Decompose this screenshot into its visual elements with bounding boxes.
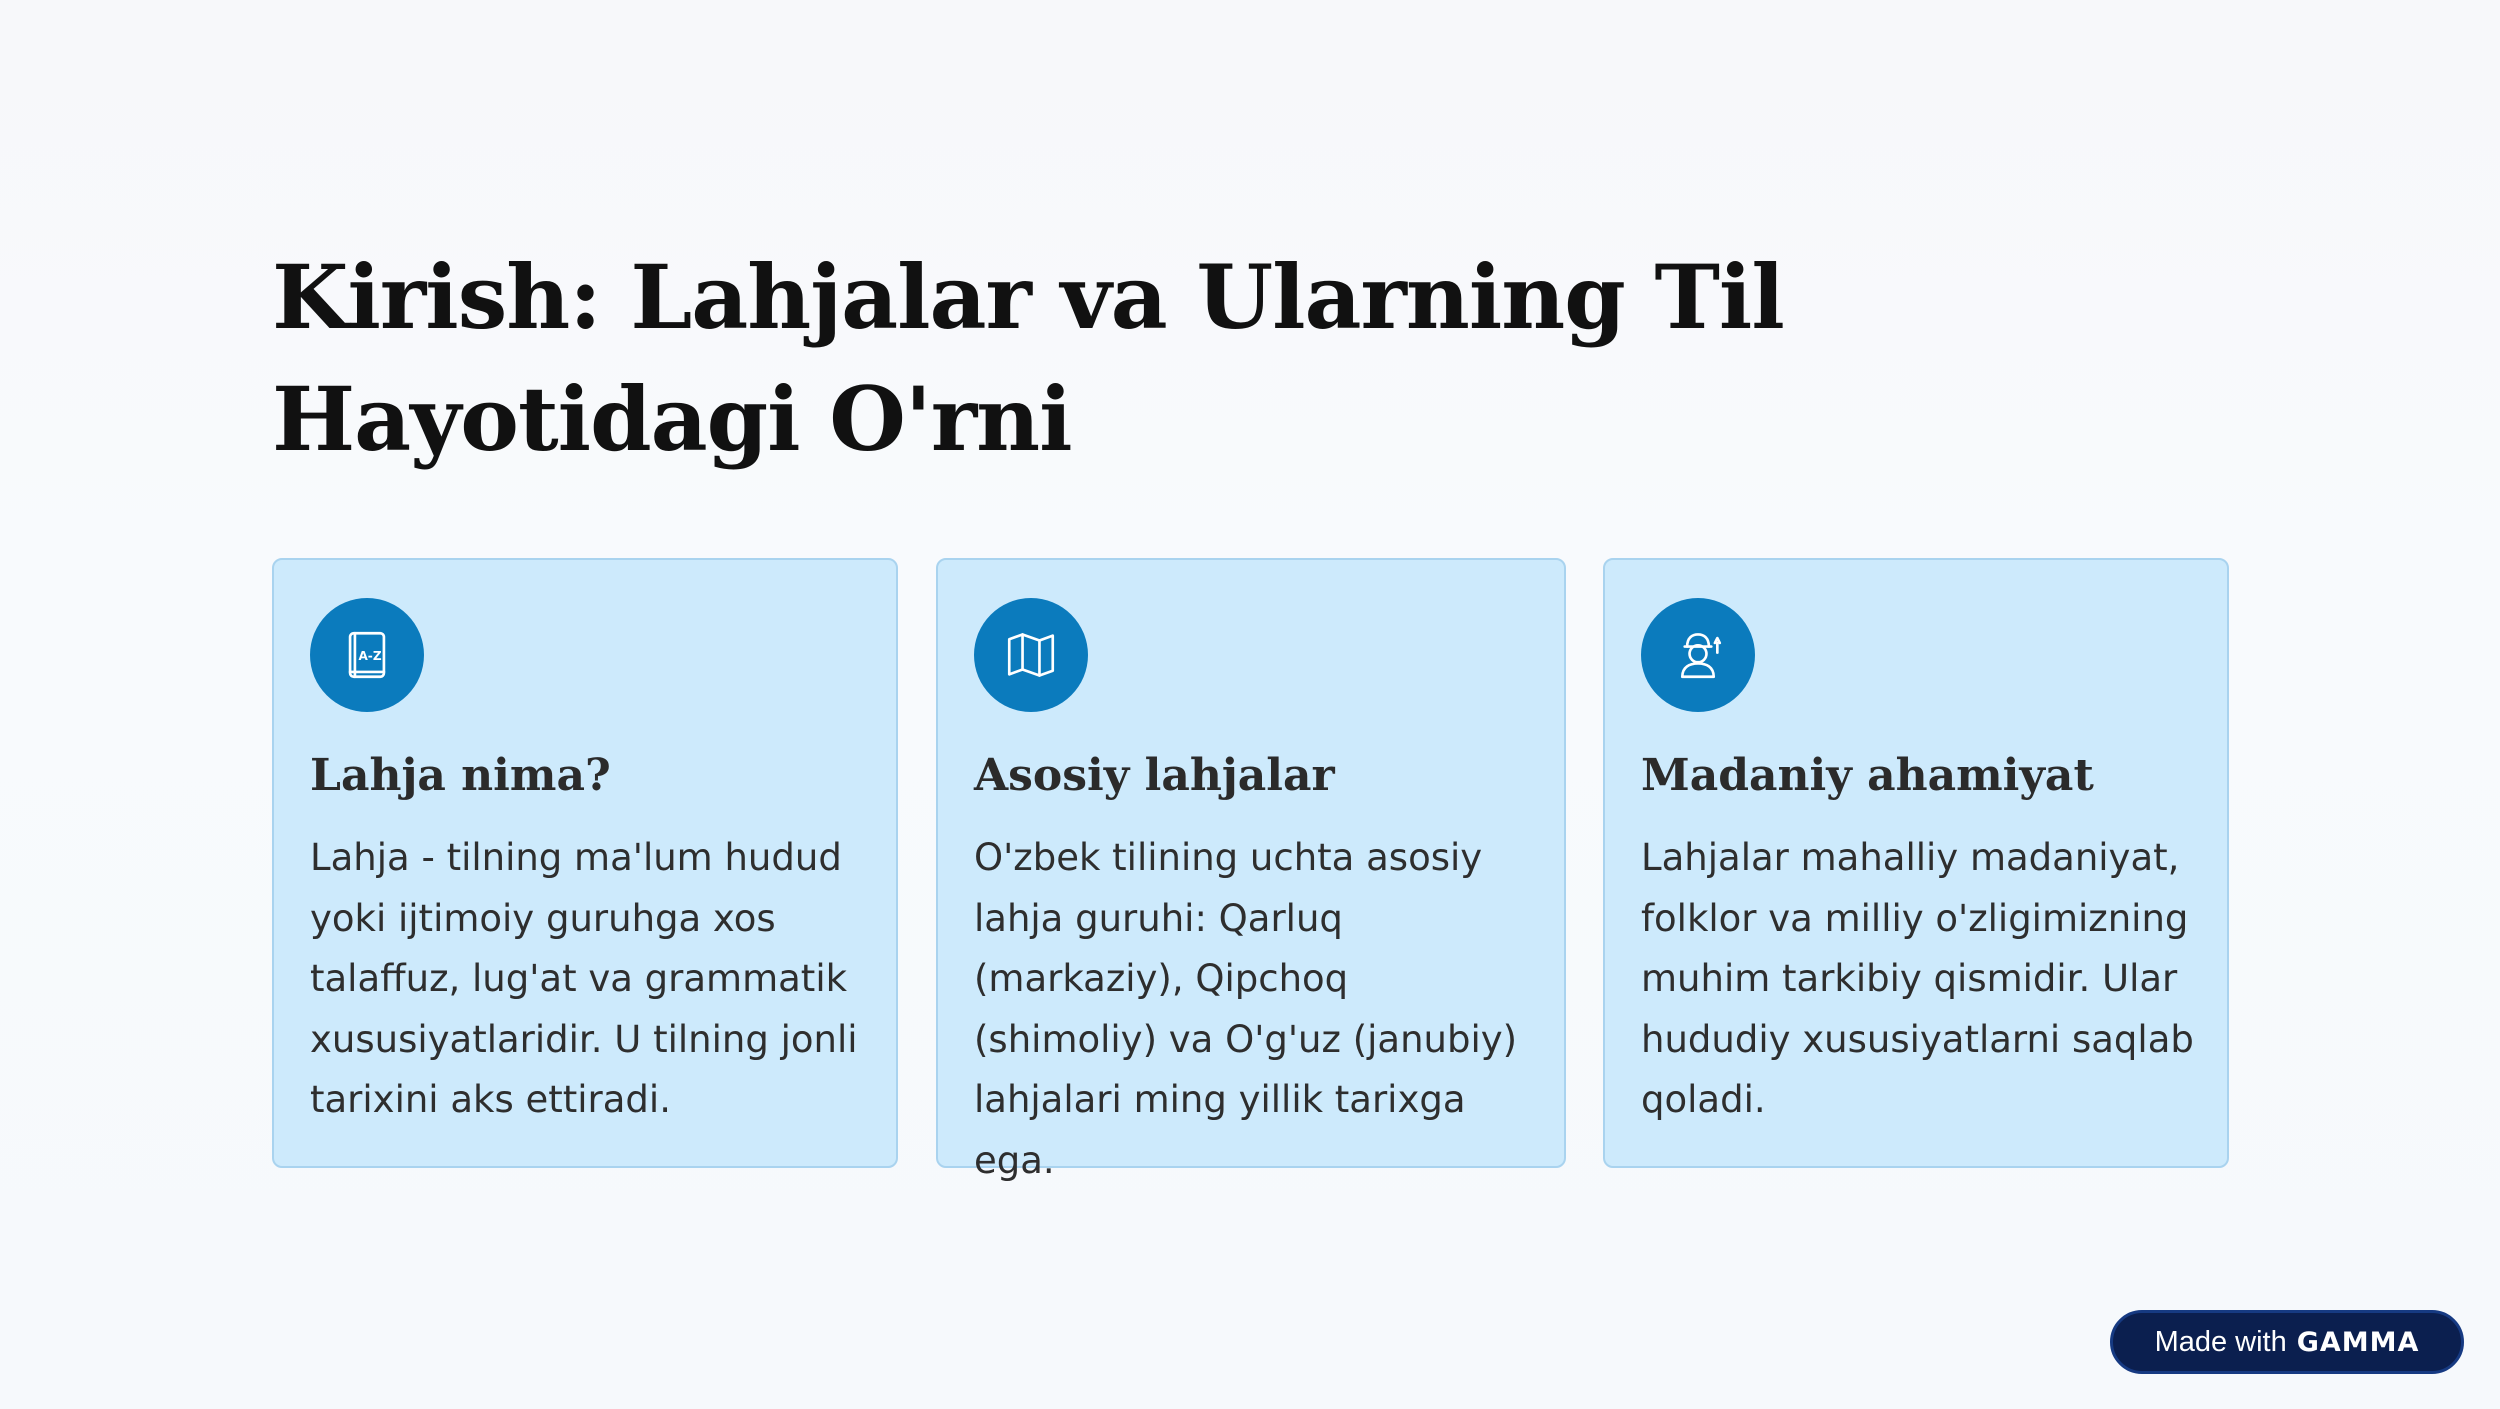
card-text: Lahja - tilning ma'lum hudud yoki ijtimoiy guruhga xos talaffuz, lug'at va grammatik xususiyatlaridir. U tilning jonli tarixini aks ettiradi. [310,836,858,1121]
card-dialect-definition [272,558,898,1168]
page-title: Kirish: Lahjalar va Ularning Til Hayotidagi O'rni [272,245,1784,471]
card-title: Madaniy ahamiyat [1641,750,2094,801]
badge-label: Made with [2154,1325,2287,1358]
gamma-logo: GAMMA [2296,1326,2420,1358]
card-cultural-significance [1603,558,2229,1168]
card-title: Asosiy lahjalar [974,750,1335,801]
map-icon [974,598,1088,712]
card-text: Lahjalar mahalliy madaniyat, folklor va milliy o'zligimizning muhim tarkibiy qismidir. Ular hududiy xususiyatlarni saqlab qoladi. [1641,836,2194,1121]
made-with-gamma-badge[interactable] [2110,1310,2464,1374]
person-icon [1641,598,1755,712]
card-text: O'zbek tilining uchta asosiy lahja guruhi: Qarluq (markaziy), Qipchoq (shimoliy) va O'g'uz (janubiy) lahjalari ming yillik tarixga ega. [974,836,1518,1182]
card-main-dialects [936,558,1566,1182]
az-book-icon [310,598,424,712]
card-title: Lahja nima? [310,750,611,801]
card-row [272,558,2229,1182]
svg-text:A-Z: A-Z [358,648,382,663]
